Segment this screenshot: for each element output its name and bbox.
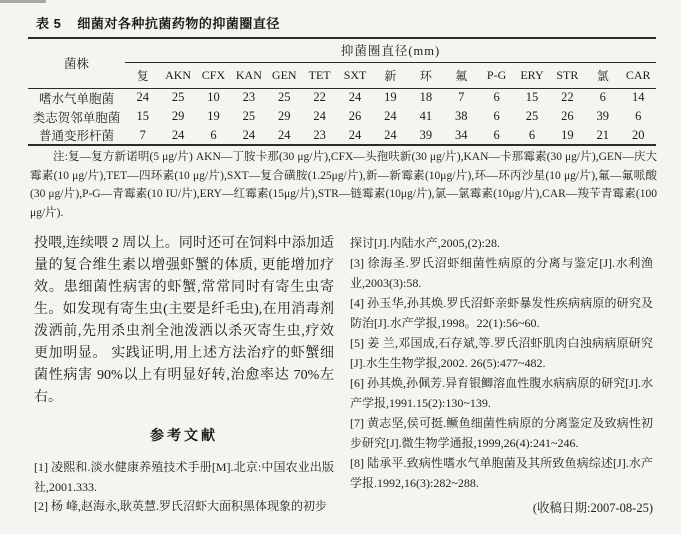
drug-column-header: TET	[302, 62, 337, 88]
table-number: 表 5	[36, 16, 62, 31]
reference-item: [6] 孙其焕,孙佩芳.异育银鲫溶血性腹水病病原的研究[J].水产学报,1991.15(2):130~139.	[350, 376, 653, 410]
inhibition-value: 25	[278, 90, 291, 105]
inhibition-value: 39	[596, 109, 610, 123]
received-date: (收稿日期:2007-08-25)	[532, 501, 653, 515]
drug-column-header: STR	[550, 62, 585, 88]
inhibition-value: 20	[631, 127, 645, 142]
drug-column-header: ERY	[514, 62, 549, 88]
drug-column-header: 复	[125, 62, 160, 88]
inhibition-value: 24	[136, 90, 149, 105]
inhibition-value: 25	[242, 109, 256, 123]
inhibition-value: 10	[207, 90, 220, 105]
drug-column-header: AKN	[160, 62, 195, 88]
inhibition-value: 22	[561, 90, 574, 105]
drug-column-header: 氯	[585, 62, 620, 88]
table-row	[28, 88, 656, 107]
table-row	[28, 126, 656, 145]
inhibition-value: 24	[384, 127, 397, 142]
inhibition-value: 6	[635, 109, 642, 123]
inhibition-value: 21	[596, 127, 610, 142]
table-caption: 细菌对各种抗菌药物的抑菌圈直径	[77, 16, 280, 31]
inhibition-value: 6	[493, 127, 500, 142]
drug-column-header: P-G	[479, 62, 514, 88]
inhibition-value: 34	[454, 127, 468, 142]
inhibition-value: 19	[384, 90, 397, 105]
reference-item: 探讨[J].内陆水产,2005,(2):28.	[350, 236, 500, 250]
table-row	[28, 107, 656, 126]
right-column	[350, 233, 653, 516]
drug-column-header: KAN	[231, 62, 266, 88]
body-paragraph: 投喂,连续喂 2 周以上。同时还可在饲料中添加适量的复合维生素以增强虾蟹的体质, 更能增加疗效。患细菌性病害的虾蟹,常常同时有寄生虫寄生。如发现有寄生虫(主要是纤毛虫),在用消毒剂泼洒前,先用杀虫剂全池泼洒以杀灭寄生虫,疗效更加明显。 实践证明,用上述方法治疗的虾蟹细菌性病害 90%以上有明显好转,治愈率达 70%左右。	[34, 236, 334, 405]
inhibition-value: 39	[419, 127, 433, 142]
table-header	[28, 38, 656, 88]
inhibition-value: 23	[242, 90, 256, 105]
drug-column-header: CFX	[196, 62, 231, 88]
table-body	[28, 88, 656, 145]
inhibition-value: 24	[171, 127, 185, 142]
inhibition-value: 26	[348, 109, 362, 123]
drug-column-header: GEN	[267, 62, 302, 88]
inhibition-value: 24	[313, 109, 326, 123]
reference-item: [3] 徐海圣.罗氏沼虾细菌性病原的分离与鉴定[J].水利渔业,2003(3):58.	[350, 256, 653, 290]
inhibition-value: 41	[419, 109, 433, 123]
inhibition-value: 6	[493, 109, 500, 123]
references-list-right	[350, 233, 653, 493]
inhibition-value: 7	[139, 127, 146, 142]
left-column	[34, 233, 334, 517]
drug-column-header: SXT	[337, 62, 372, 88]
inhibition-value: 24	[242, 127, 256, 142]
reference-item: [2] 杨 峰,赵海永,耿英慧.罗氏沼虾大面积黑体现象的初步	[34, 499, 327, 513]
inhibition-value: 7	[458, 90, 465, 105]
inhibition-value: 6	[528, 127, 536, 142]
inhibition-value: 14	[631, 90, 645, 105]
inhibition-value: 18	[419, 90, 433, 105]
strain-name: 普通变形杆菌	[38, 129, 114, 143]
strain-name: 嗜水气单胞菌	[38, 91, 114, 106]
inhibition-value: 24	[278, 127, 291, 142]
inhibition-value: 23	[313, 127, 326, 142]
inhibition-value: 24	[384, 109, 397, 123]
inhibition-value: 6	[493, 90, 500, 105]
reference-item: [8] 陆承平.致病性嗜水气单胞菌及其所致鱼病综述[J].水产学报.1992,16(3):282~288.	[350, 456, 653, 490]
inhibition-value: 24	[348, 90, 362, 105]
inhibition-value: 19	[207, 109, 220, 123]
reference-item: [5] 姜 兰,邓国成,石存斌,等.罗氏沼虾肌肉白浊病病原研究[J].水生生物学报,2002. 26(5):477~482.	[350, 336, 653, 370]
inhibition-value: 38	[454, 109, 468, 123]
inhibition-value: 22	[313, 90, 326, 105]
strain-name: 类志贺邻单胞菌	[32, 110, 121, 125]
antibiotic-inhibition-table	[28, 37, 656, 146]
table-note: 注:复—复方新诺明(5 μg/片) AKN—丁胺卡那(30 μg/片),CFX—头孢呋新(30 μg/片),KAN—卡那霉素(30 μg/片),GEN—庆大霉素(10 μg/片),TET—四环素(10 μg/片),SXT—复合磺胺(1.25μg/片),新—新霉素(10μg/片),环—环丙沙星(10 μg/片),氟—氟哌酸(30 μg/片),P-G—青霉素(10 IU/片),ERY—红霉素(15μg/片),STR—链霉素(10μg/片),氯—氯霉素(10μg/片),CAR—羧苄青霉素(100 μg/片).	[30, 151, 657, 219]
drug-column-header: CAR	[620, 62, 656, 88]
inhibition-value: 29	[278, 109, 291, 123]
reference-item: [1] 凌熙和.淡水健康养殖技术手册[M].北京:中国农业出版社,2001.333.	[34, 460, 334, 494]
inhibition-value: 25	[171, 90, 185, 105]
drug-column-header: 氟	[444, 62, 479, 88]
table-title	[36, 13, 280, 32]
inhibition-value: 29	[171, 109, 185, 123]
column-header-strain: 菌株	[28, 38, 125, 88]
references-heading: 参考文献	[150, 427, 218, 443]
inhibition-value: 25	[525, 109, 539, 123]
reference-item: [4] 孙玉华,孙其焕.罗氏沼虾亲虾暴发性疾病病原的研究及防治[J].水产学报,1998。22(1):56~60.	[350, 296, 653, 330]
reference-item: [7] 黄志坚,侯可挺.鳜鱼细菌性病原的分离鉴定及致病性初步研究[J].微生物学通报,1999,26(4):241~246.	[350, 416, 653, 450]
inhibition-value: 15	[525, 90, 539, 105]
column-group-header: 抑菌圈直径(mm)	[125, 38, 656, 62]
inhibition-value: 15	[136, 109, 149, 123]
inhibition-value: 6	[210, 127, 217, 142]
references-list-left	[34, 458, 334, 517]
drug-column-header: 环	[408, 62, 443, 88]
inhibition-value: 24	[348, 127, 362, 142]
inhibition-value: 6	[599, 90, 606, 105]
scan-artifact	[0, 0, 46, 3]
inhibition-value: 19	[561, 127, 574, 142]
drug-column-header: 新	[373, 62, 408, 88]
inhibition-value: 26	[561, 109, 574, 123]
